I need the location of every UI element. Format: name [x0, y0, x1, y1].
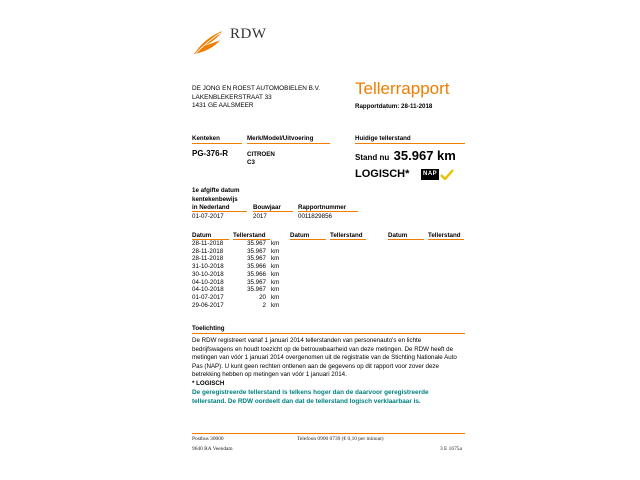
logisch-heading: * LOGISCH [192, 380, 225, 387]
kenteken-label: Kenteken [192, 135, 220, 142]
rapportnr-value: 0011829856 [298, 213, 332, 220]
table-row: 29-06-2017 2 km [192, 301, 280, 309]
logisch-label: LOGISCH* [355, 168, 410, 180]
rdw-logo [192, 26, 272, 56]
divider-line [388, 239, 424, 240]
footer-code: 3 E 1675a [440, 446, 462, 452]
divider-line [355, 143, 465, 144]
stand-value: 35.967 km [393, 148, 456, 163]
table-row: 04-10-2018 35.967 km [192, 278, 280, 286]
kenteken-value: PG-376-R [192, 149, 229, 158]
table-row: 01-07-2017 20 km [192, 293, 280, 301]
table-row: 31-10-2018 35.966 km [192, 263, 280, 271]
footer-city: 9640 RA Veendam [192, 446, 233, 452]
explanation-heading: Toelichting [192, 325, 225, 332]
table-row: 30-10-2018 35.966 km [192, 270, 280, 278]
checkmark-icon [440, 169, 454, 180]
col-header-teller: Tellerstand [428, 232, 461, 239]
col-header-datum: Datum [290, 232, 310, 239]
nap-badge-text: NAP [421, 169, 439, 180]
divider-line [192, 333, 465, 334]
footer-postbus: Postbus 30000 [192, 436, 224, 442]
merk-label: Merk/Model/Uitvoering [247, 135, 314, 142]
nap-badge [421, 169, 453, 180]
col-header-datum: Datum [388, 232, 408, 239]
table-row: 28-11-2018 35.967 km [192, 240, 280, 247]
stand-prefix: Stand nu [355, 153, 390, 162]
bouwjaar-label: Bouwjaar [253, 204, 281, 211]
bouwjaar-value: 2017 [253, 213, 267, 220]
rdw-feather-icon [192, 28, 226, 56]
table-row: 28-11-2018 35.967 km [192, 247, 280, 255]
footer-divider [192, 433, 465, 434]
first-reg-value: 01-07-2017 [192, 213, 224, 220]
explanation-text: De RDW registreert vanaf 1 januari 2014 tellerstanden van personenauto's en lichte bedrijfswagens en houdt toezicht op de betrouwbaarheid van deze metingen. De RDW heeft de metingen van vóór 1 januari 2014 overgenomen uit de registratie van de Stichting Nationale Auto Pas (NAP). U kunt geen rechten ontlenen aan de gegevens op dit rapport voor zover deze betrekking hebben op metingen van vóór 1 januari 2014. [192, 337, 457, 379]
divider-line [192, 143, 242, 144]
divider-line [428, 239, 464, 240]
company-city: 1431 GE AALSMEER [192, 102, 254, 110]
table-row: 04-10-2018 35.967 km [192, 286, 280, 294]
company-address [192, 85, 320, 111]
logisch-explanation: De geregistreerde tellerstand is telkens hoger dan de daarvoor geregistreerde tellerstand. De RDW oordeelt dan dat de tellerstand logisch verklaarbaar is. [192, 389, 429, 405]
divider-line [192, 211, 247, 212]
col-header-teller: Tellerstand [330, 232, 363, 239]
col-header-datum: Datum [192, 232, 212, 239]
report-date: Rapportdatum: 28-11-2018 [355, 103, 433, 110]
divider-line [290, 239, 326, 240]
huidige-label: Huidige tellerstand [355, 135, 411, 142]
first-reg-label: 1e afgifte datum kentekenbewijs in Nederland [192, 187, 240, 211]
col-header-teller: Tellerstand [233, 232, 266, 239]
company-street: LAKENBLEKERSTRAAT 33 [192, 93, 272, 101]
current-reading [355, 147, 456, 165]
footer-phone: Telefoon 0900 0739 (€ 0,10 per minuut) [297, 436, 384, 442]
divider-line [253, 211, 293, 212]
merk-value: CITROEN [247, 151, 275, 158]
report-title: Tellerrapport [355, 79, 450, 98]
divider-line [247, 143, 330, 144]
model-value: C3 [247, 159, 255, 166]
divider-line [298, 211, 358, 212]
divider-line [330, 239, 366, 240]
company-name: DE JONG EN ROEST AUTOMOBIELEN B.V. [192, 85, 321, 92]
logo-text: RDW [230, 26, 267, 42]
table-row: 28-11-2018 35.967 km [192, 255, 280, 263]
rapportnr-label: Rapportnummer [298, 204, 347, 211]
